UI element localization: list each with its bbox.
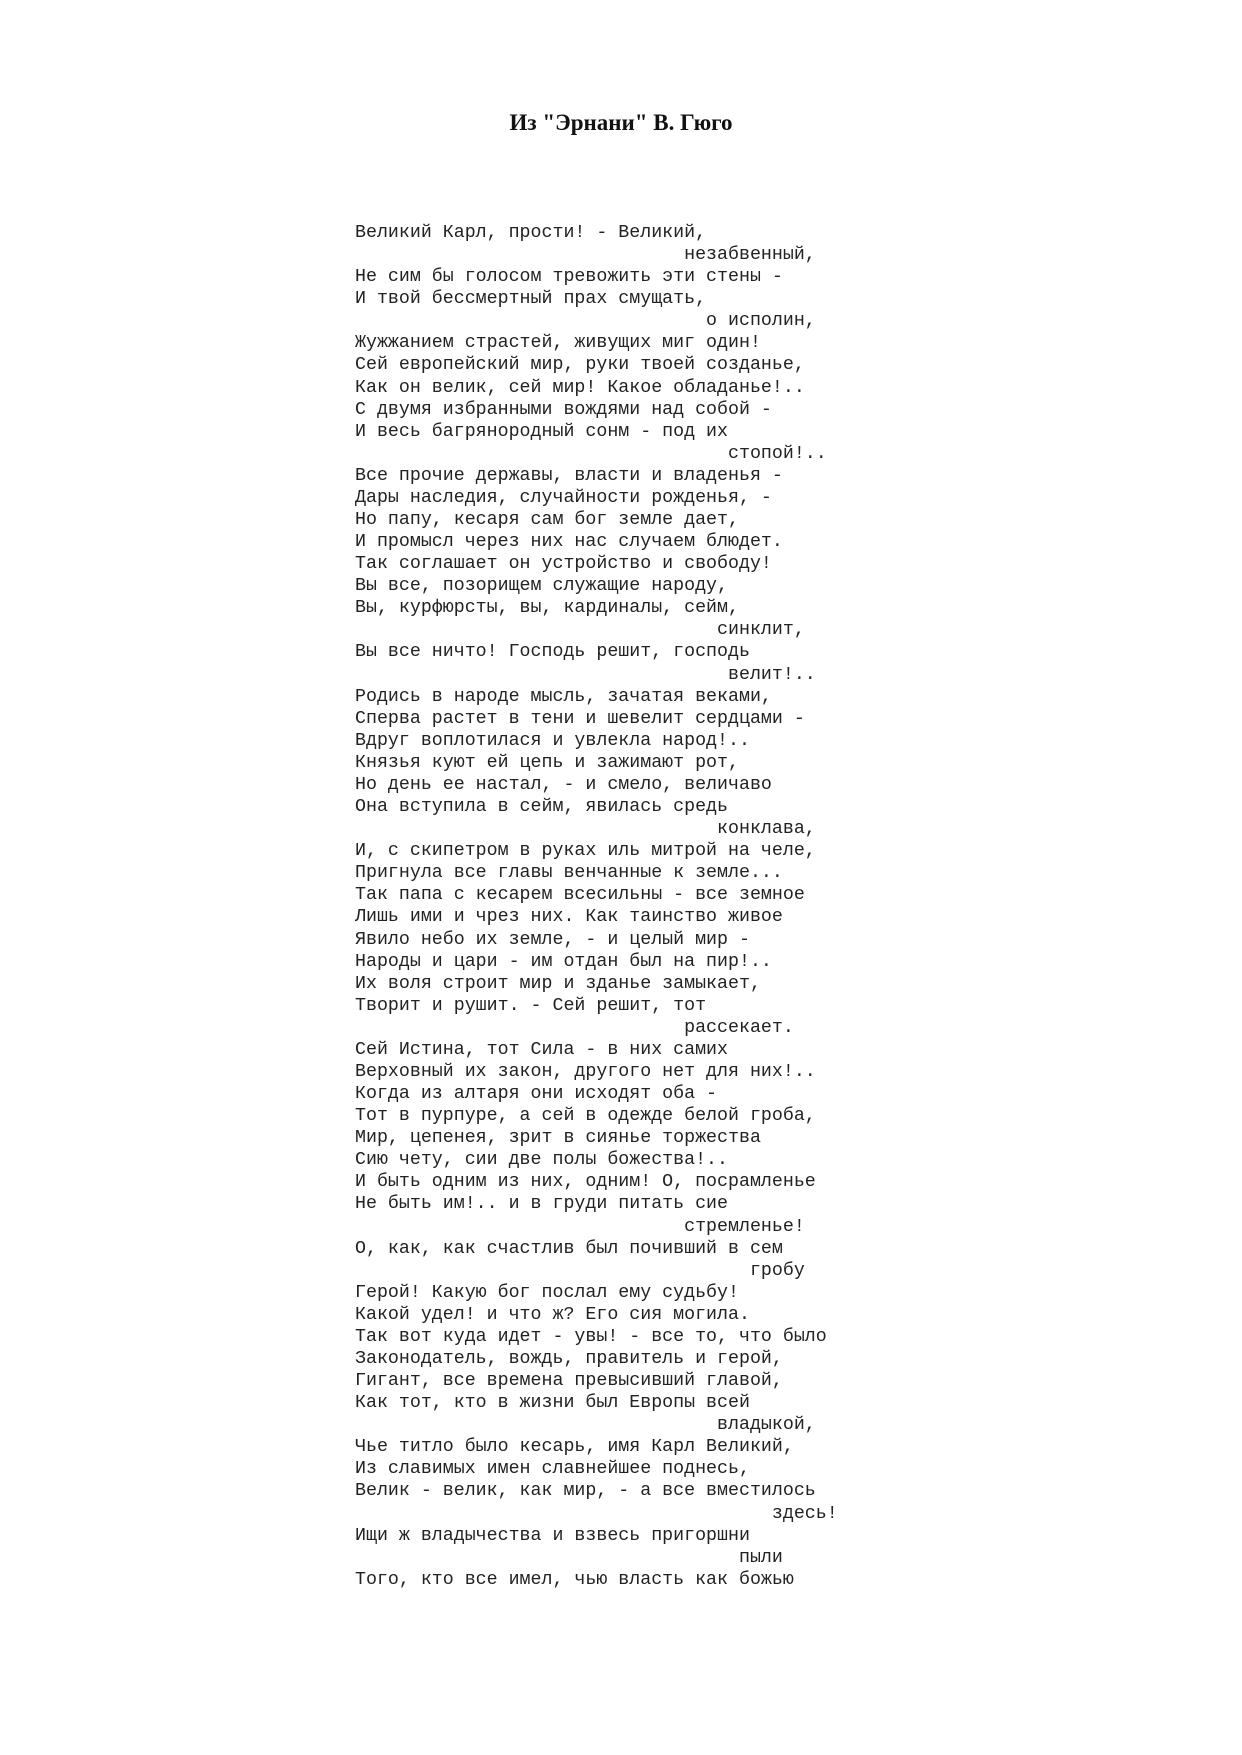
poem-line: Сей Истина, тот Сила - в них самих — [355, 1039, 728, 1060]
poem-line: Чье титло было кесарь, имя Карл Великий, — [355, 1437, 794, 1458]
poem-line: владыкой, — [355, 1415, 816, 1436]
poem-line: И быть одним из них, одним! О, посрамленье — [355, 1172, 816, 1193]
poem-line: стремленье! — [355, 1216, 805, 1237]
poem-line: Вы все ничто! Господь решит, господь — [355, 642, 750, 663]
poem-line: Явило небо их земле, - и целый мир - — [355, 929, 750, 950]
poem-line: Велик - велик, как мир, - а все вместилось — [355, 1481, 816, 1502]
poem-line: И промысл через них нас случаем блюдет. — [355, 532, 783, 553]
poem-line: Гигант, все времена превысивший главой, — [355, 1371, 783, 1392]
poem-line: Народы и цари - им отдан был на пир!.. — [355, 951, 772, 972]
poem-line: Она вступила в сейм, явилась средь — [355, 797, 728, 818]
poem-line: Творит и рушит. - Сей решит, тот — [355, 995, 707, 1016]
poem-line: С двумя избранными вождями над собой - — [355, 399, 772, 420]
poem-line: Так соглашает он устройство и свободу! — [355, 554, 772, 575]
poem-line: Вы, курфюрсты, вы, кардиналы, сейм, — [355, 598, 739, 619]
poem-line: синклит, — [355, 620, 805, 641]
poem-line: О, как, как счастлив был почивший в сем — [355, 1238, 783, 1259]
poem-line: Родись в народе мысль, зачатая веками, — [355, 686, 772, 707]
poem-line: Законодатель, вождь, правитель и герой, — [355, 1348, 783, 1369]
poem-line: незабвенный, — [355, 245, 816, 266]
poem-line: Так папа с кесарем всесильны - все земное — [355, 885, 805, 906]
poem-line: Сию чету, сии две полы божества!.. — [355, 1150, 728, 1171]
poem-line: Когда из алтаря они исходят оба - — [355, 1084, 718, 1105]
poem-line: И, с скипетром в руках иль митрой на челе, — [355, 841, 816, 862]
poem-line: Но день ее настал, - и смело, величаво — [355, 774, 772, 795]
poem-line: Как тот, кто в жизни был Европы всей — [355, 1393, 750, 1414]
poem-line: Пригнула все главы венчанные к земле... — [355, 863, 783, 884]
poem-line: пыли — [355, 1547, 783, 1568]
poem-line: гробу — [355, 1260, 805, 1281]
poem-line: Дары наследия, случайности рожденья, - — [355, 487, 772, 508]
poem-line: И твой бессмертный прах смущать, — [355, 289, 707, 310]
poem-text — [355, 222, 838, 1591]
poem-line: Но папу, кесаря сам бог земле дает, — [355, 510, 739, 531]
poem-line: о исполин, — [355, 311, 816, 332]
poem-line: Сей европейский мир, руки твоей созданье, — [355, 355, 805, 376]
poem-line: Из славимых имен славнейшее поднесь, — [355, 1459, 750, 1480]
poem-line: Их воля строит мир и зданье замыкает, — [355, 973, 761, 994]
poem-line: Князья куют ей цепь и зажимают рот, — [355, 752, 739, 773]
poem-line: Вдруг воплотилася и увлекла народ!.. — [355, 730, 750, 751]
poem-line: Не быть им!.. и в груди питать сие — [355, 1194, 728, 1215]
poem-line: Вы все, позорищем служащие народу, — [355, 576, 728, 597]
poem-line: И весь багрянородный сонм - под их — [355, 421, 728, 442]
poem-line: рассекает. — [355, 1017, 794, 1038]
poem-line: велит!.. — [355, 664, 816, 685]
document-title: Из "Эрнани" В. Гюго — [509, 110, 733, 135]
poem-line: Не сим бы голосом тревожить эти стены - — [355, 267, 783, 288]
poem-line: Ищи ж владычества и взвесь пригоршни — [355, 1525, 750, 1546]
poem-line: Мир, цепенея, зрит в сиянье торжества — [355, 1128, 761, 1149]
poem-line: Великий Карл, прости! - Великий, — [355, 223, 707, 243]
poem-line: конклава, — [355, 819, 816, 840]
poem-line: Тот в пурпуре, а сей в одежде белой гроба, — [355, 1106, 816, 1127]
poem-line: стопой!.. — [355, 443, 827, 464]
poem-line: Лишь ими и чрез них. Как таинство живое — [355, 907, 783, 928]
poem-line: Жужжанием страстей, живущих миг один! — [355, 333, 761, 354]
poem-line: Так вот куда идет - увы! - все то, что было — [355, 1326, 827, 1347]
poem-line: Какой удел! и что ж? Его сия могила. — [355, 1304, 750, 1325]
poem-line: Герой! Какую бог послал ему судьбу! — [355, 1282, 739, 1303]
poem-line: Все прочие державы, власти и владенья - — [355, 465, 783, 486]
poem-line: Верховный их закон, другого нет для них!.. — [355, 1061, 816, 1082]
poem-line: здесь! — [355, 1503, 838, 1524]
poem-line: Как он велик, сей мир! Какое обладанье!.. — [355, 377, 805, 398]
poem-line: Того, кто все имел, чью власть как божью — [355, 1569, 794, 1590]
poem-line: Сперва растет в тени и шевелит сердцами - — [355, 708, 805, 729]
